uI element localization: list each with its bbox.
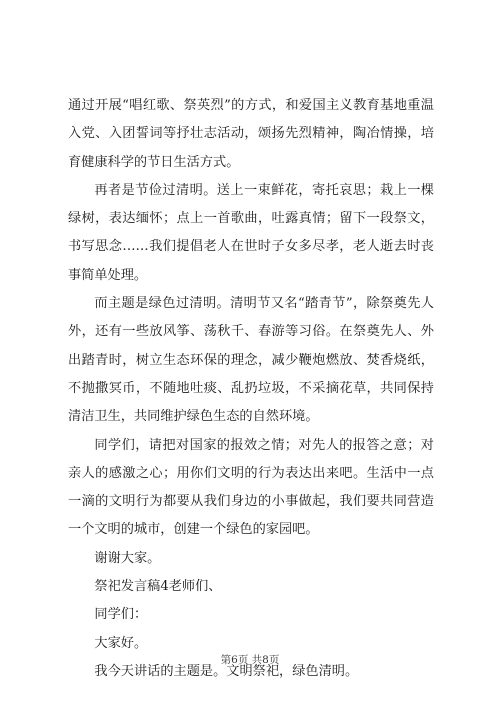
paragraph-greeting-all: 大家好。 (94, 635, 148, 651)
paragraph-speech-title: 祭祀发言稿4老师们、 (94, 579, 222, 595)
paragraph-greeting-students: 同学们： (94, 607, 148, 623)
paragraph-3: 而主题是绿色过清明。清明节又名“踏青节”，除祭奠先人外，还有一些放风筝、荡秋千、春游等习俗。在祭奠先人、外出踏青时，树立生态环保的理念，减少鞭炮燃放、焚香烧纸，不抛撒冥币，不随地吐痰、乱扔垃圾，不采摘花草，共同保持清洁卫生，共同维护绿色生态的自然环境。 (68, 296, 434, 425)
paragraph-1: 通过开展“唱红歌、祭英烈”的方式，和爱国主义教育基地重温入党、入团誓词等抒壮志活动，颂扬先烈精神，陶冶情操，培育健康科学的节日生活方式。 (68, 98, 434, 170)
paragraph-topic: 我今天讲话的主题是。文明祭祀，绿色清明。 (94, 663, 359, 679)
paragraph-thanks: 谢谢大家。 (94, 550, 161, 566)
page-number-footer: 第6页 共8页 (220, 654, 280, 666)
document-body (68, 92, 434, 686)
paragraph-4: 同学们，请把对国家的报效之情；对先人的报答之意；对亲人的感激之心；用你们文明的行为表达出来吧。生活中一点一滴的文明行为都要从我们身边的小事做起，我们要共同营造一个文明的城市，创建一个绿色的家园吧。 (68, 437, 434, 538)
paragraph-2: 再者是节俭过清明。送上一束鲜花，寄托哀思；栽上一棵绿树，表达缅怀；点上一首歌曲，吐露真情；留下一段祭文，书写思念……我们提倡老人在世时子女多尽孝，老人逝去时丧事简单处理。 (68, 182, 434, 283)
